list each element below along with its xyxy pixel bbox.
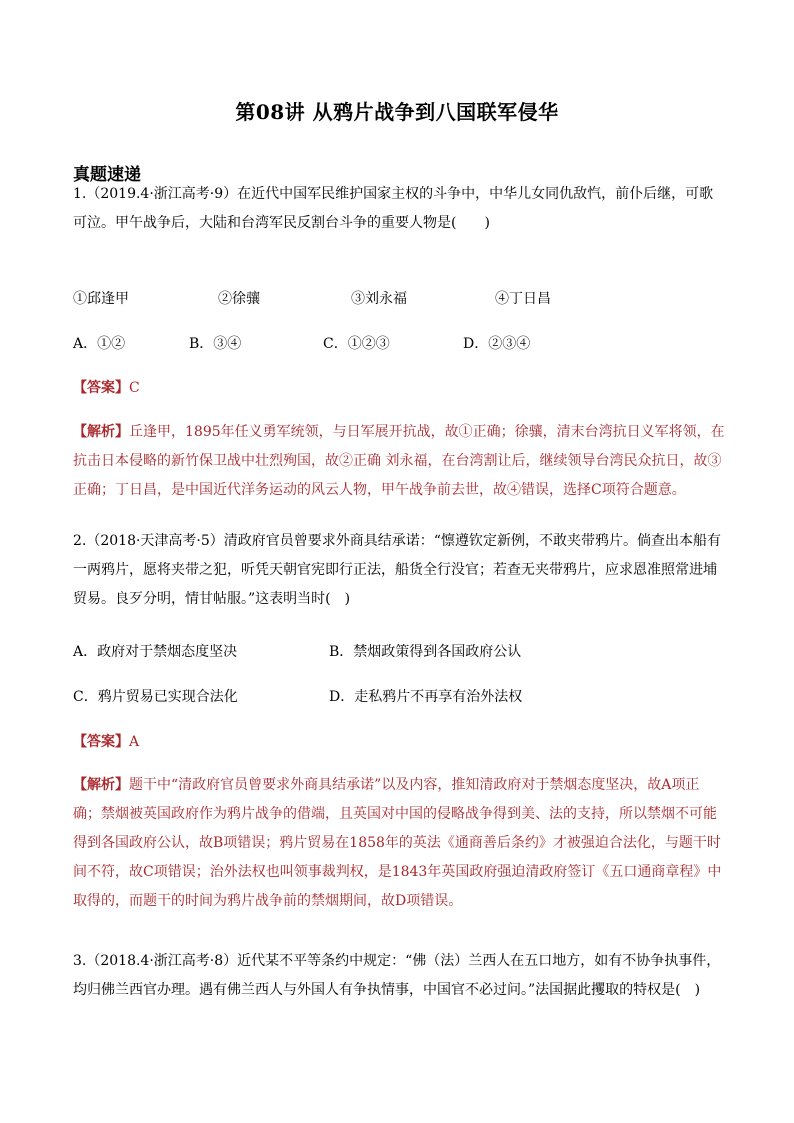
q1-option-b: B．③④ <box>189 336 242 352</box>
question-2-analysis <box>73 771 725 916</box>
question-1-options <box>73 334 725 354</box>
question-1-stem: 1.（2019.4·浙江高考·9）在近代中国军民维护国家主权的斗争中，中华儿女同仇敌忾，前仆后继，可歌可泣。甲午战争后，大陆和台湾军民反割台斗争的重要人物是( ) <box>73 186 714 231</box>
q1-option-c: C．①②③ <box>323 336 390 352</box>
analysis-label: 【解析】 <box>73 777 129 793</box>
question-2-options-row1 <box>73 642 725 662</box>
question-1-items <box>73 289 725 309</box>
answer-label: 【答案】 <box>73 734 129 750</box>
q1-option-a: A．①② <box>73 336 126 352</box>
q2-option-b: B．禁烟政策得到各国政府公认 <box>329 644 522 660</box>
q2-option-c: C．鸦片贸易已实现合法化 <box>73 689 238 705</box>
analysis-text: 题干中“清政府官员曾要求外商具结承诺”以及内容，推知清政府对于禁烟态度坚决，故A项正确；禁烟被英国政府作为鸦片战争的借端，且英国对中国的侵略战争得到美、法的支持，所以禁烟不可能得到各国政府公认，故B项错误；鸦片贸易在1858年的英法《通商善后条约》才被强迫合法化，与题干时间不符，故C项错误；治外法权也叫领事裁判权，是1843年英国政府强迫清政府签订《五口通商章程》中取得的，而题干的时间为鸦片战争前的禁烟期间，故D项错误。 <box>73 777 722 909</box>
analysis-label: 【解析】 <box>73 424 129 440</box>
q2-option-d: D．走私鸦片不再享有治外法权 <box>329 689 523 705</box>
answer-label: 【答案】 <box>73 380 129 396</box>
question-1-analysis <box>73 418 725 505</box>
q2-option-a: A．政府对于禁烟态度坚决 <box>73 644 238 660</box>
question-2-stem: 2.（2018·天津高考·5）清政府官员曾要求外商具结承诺：“懔遵钦定新例，不敢夹带鸦片。倘查出本船有一两鸦片，愿将夹带之犯，听凭天朝官宪即行正法，船货全行没官；若查无夹带鸦片，应求恩准照常进埔贸易。良歹分明，情甘帖服。”这表明当时( ) <box>73 533 721 607</box>
q1-item-2: ②徐骧 <box>218 291 260 307</box>
q1-item-3: ③刘永福 <box>351 291 407 307</box>
analysis-text: 丘逢甲，1895年任义勇军统领，与日军展开抗战，故①正确；徐骧，清末台湾抗日义军将领，在抗击日本侵略的新竹保卫战中壮烈殉国，故②正确 刘永福，在台湾割让后，继续领导台湾民众抗日，故③正确；丁日昌，是中国近代洋务运动的风云人物，甲午战争前去世，故④错误，选择C项符合题意。 <box>73 424 725 498</box>
answer-value: A <box>129 734 140 750</box>
q1-option-d: D．②③④ <box>463 336 531 352</box>
section-heading: 真题速递 <box>73 165 141 185</box>
answer-value: C <box>129 380 140 396</box>
question-3-stem: 3.（2018.4·浙江高考·8）近代某不平等条约中规定：“佛（法）兰西人在五口地方，如有不协争执事件，均归佛兰西官办理。遇有佛兰西人与外国人有争执情事，中国官不必过问。”法国据此攫取的特权是( ) <box>73 953 721 998</box>
page-title: 第08讲 从鸦片战争到八国联军侵华 <box>235 100 559 124</box>
q1-item-4: ④丁日昌 <box>495 291 551 307</box>
q1-item-1: ①邱逢甲 <box>73 291 129 307</box>
question-2-options-row2 <box>73 687 725 707</box>
